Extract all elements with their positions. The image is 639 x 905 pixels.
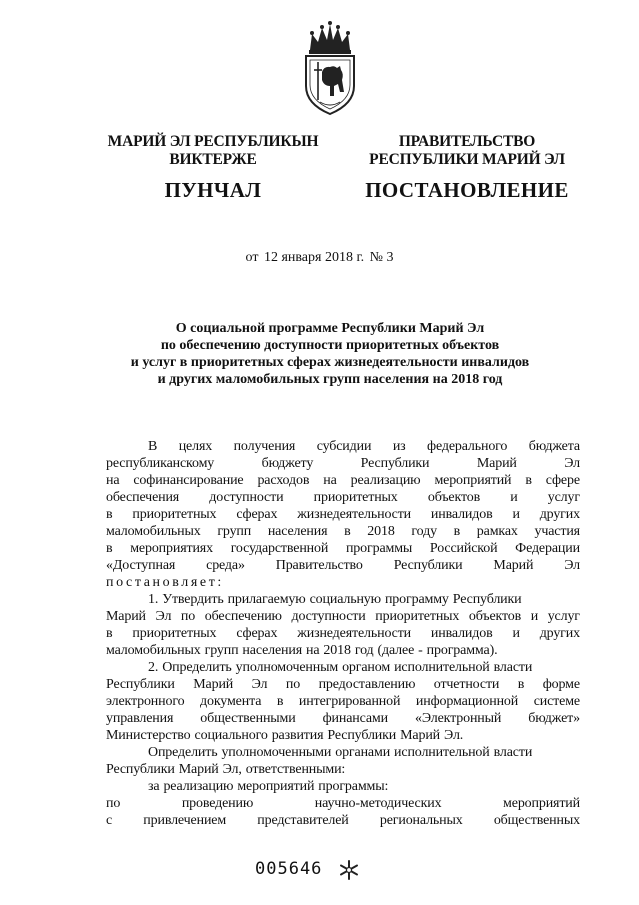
title-line: и услуг в приоритетных сферах жизнедеятельности инвалидов — [130, 355, 530, 370]
body-word: населения — [242, 643, 303, 658]
body-word: документа — [200, 694, 262, 709]
dateline-number: 3 — [386, 250, 394, 265]
body-word: управления — [106, 711, 174, 726]
header-mari-line2: ВИКТЕРЖЕ — [169, 151, 257, 168]
body-word: в — [517, 677, 525, 692]
body-word: маломобильных — [106, 643, 201, 658]
body-line — [106, 608, 580, 625]
body-word: программа). — [426, 643, 498, 658]
body-word: приоритетных — [375, 609, 460, 624]
body-line — [106, 744, 580, 761]
body-word: Марий — [493, 558, 534, 573]
body-word: Республики — [106, 762, 175, 777]
body-word: программы — [345, 541, 413, 556]
body-word: рамках — [476, 524, 518, 539]
body-line — [106, 812, 580, 829]
body-word: Марий — [476, 456, 517, 471]
body-line — [106, 676, 580, 693]
body-word: бюджета — [528, 439, 580, 454]
body-word: получения — [233, 439, 296, 454]
body-word: «Доступная — [106, 558, 176, 573]
body-word: социального — [194, 728, 268, 743]
body-word: в — [106, 507, 113, 522]
body-word: 1. — [148, 592, 159, 607]
body-word: 2018 — [323, 643, 351, 658]
body-word: и — [512, 507, 520, 522]
body-word: программы: — [318, 779, 389, 794]
body-word: привлечением — [143, 813, 227, 828]
body-line — [106, 642, 580, 659]
body-line — [106, 778, 580, 795]
body-word: маломобильных — [106, 524, 201, 539]
document-body — [106, 438, 580, 829]
body-word: Марий — [106, 609, 146, 624]
body-word: информационной — [415, 694, 519, 709]
body-word: приоритетных — [132, 626, 217, 641]
body-word: реализацию — [163, 779, 234, 794]
body-word: по — [106, 796, 121, 811]
body-word: в — [453, 524, 461, 539]
body-word: сферах — [236, 507, 278, 522]
body-word: среда» — [206, 558, 245, 573]
body-word: общественными — [200, 711, 296, 726]
body-word: доступности — [209, 490, 284, 505]
header-russian — [362, 133, 572, 202]
body-word: на — [106, 473, 120, 488]
body-word: исполнительной — [394, 660, 490, 675]
body-word: за — [148, 779, 160, 794]
body-word: сфере — [545, 473, 580, 488]
body-word: Определить — [148, 745, 218, 760]
header-mari-line1: МАРИЙ ЭЛ РЕСПУБЛИКЫН — [107, 133, 319, 150]
body-word: целях — [178, 439, 213, 454]
body-line — [106, 710, 580, 727]
body-line — [106, 761, 580, 778]
body-word: с — [106, 813, 113, 828]
title-line: О социальной программе Республики Марий Эл — [175, 321, 485, 336]
body-word: научно-методических — [314, 796, 442, 811]
body-word: Эл. — [444, 728, 464, 743]
header-mari-doctype: ПУНЧАЛ — [164, 178, 262, 202]
body-word: из — [392, 439, 406, 454]
body-word: системе — [533, 694, 580, 709]
header-mari — [98, 133, 328, 202]
body-word: объектов — [427, 490, 481, 505]
body-word: мероприятиях — [130, 541, 213, 556]
body-word: других — [539, 626, 580, 641]
body-word: расходов — [257, 473, 310, 488]
body-line — [106, 625, 580, 642]
body-word: 2. — [148, 660, 159, 675]
title-line: по обеспечению доступности приоритетных объектов — [160, 338, 500, 353]
body-word: Эл — [251, 677, 268, 692]
body-word: Правительство — [275, 558, 363, 573]
dateline-prefix: от — [245, 250, 259, 265]
body-word: 2018 — [367, 524, 395, 539]
body-word: на — [306, 643, 320, 658]
body-word: Марий — [178, 762, 219, 777]
body-word: обеспечения — [106, 490, 180, 505]
body-word: ответственными: — [245, 762, 346, 777]
body-word: Эл — [155, 609, 172, 624]
body-line — [106, 438, 580, 455]
body-word: развития — [271, 728, 324, 743]
body-line — [106, 523, 580, 540]
body-word: групп — [217, 524, 252, 539]
body-word: Республики — [360, 456, 430, 471]
form-serial-number: 005646 — [255, 859, 323, 879]
body-word: бюджет» — [528, 711, 580, 726]
body-word: сферах — [236, 626, 278, 641]
body-word: Республики — [393, 558, 463, 573]
body-word: услуг — [547, 609, 580, 624]
body-word: органами — [335, 745, 391, 760]
body-word: Марий — [193, 677, 234, 692]
body-line — [106, 472, 580, 489]
body-line — [106, 557, 580, 574]
body-word: участия — [534, 524, 580, 539]
body-line — [106, 574, 580, 591]
body-word: групп — [204, 643, 239, 658]
document-header — [0, 133, 639, 203]
body-line — [106, 489, 580, 506]
body-word: Утвердить — [162, 592, 224, 607]
body-word: финансами — [322, 711, 388, 726]
body-word: софинансирование — [133, 473, 244, 488]
body-word: постановляет: — [106, 575, 224, 590]
body-word: год — [354, 643, 374, 658]
body-word: инвалидов — [430, 507, 493, 522]
body-word: реализацию — [350, 473, 421, 488]
body-word: Эл — [564, 558, 580, 573]
body-word: году — [411, 524, 437, 539]
body-word: бюджету — [261, 456, 314, 471]
body-line — [106, 455, 580, 472]
body-word: общественных — [493, 813, 580, 828]
body-word: объектов — [468, 609, 522, 624]
body-word: мероприятий — [237, 779, 315, 794]
body-word: доступности — [291, 609, 366, 624]
body-word: прилагаемую — [227, 592, 306, 607]
body-word: и — [510, 490, 518, 505]
snowflake-star-icon — [338, 859, 360, 881]
body-word: программу — [384, 592, 449, 607]
body-word: «Электронный — [414, 711, 502, 726]
body-word: в — [106, 626, 113, 641]
body-word: социальную — [309, 592, 381, 607]
body-word: и — [530, 609, 539, 624]
body-word: власти — [493, 660, 533, 675]
body-word: Эл, — [222, 762, 242, 777]
body-word: Республики — [327, 728, 397, 743]
body-word: Федерации — [515, 541, 580, 556]
body-word: органом — [342, 660, 391, 675]
body-word: отчетности — [433, 677, 500, 692]
body-word: федерального — [427, 439, 508, 454]
body-word: по — [180, 609, 196, 624]
body-word: в — [276, 694, 284, 709]
body-word: электронного — [106, 694, 185, 709]
body-word: инвалидов — [430, 626, 493, 641]
body-line — [106, 693, 580, 710]
body-word: проведению — [181, 796, 254, 811]
body-word: мероприятий — [503, 796, 580, 811]
body-word: - — [418, 643, 423, 658]
title-line: и других маломобильных групп населения на 2018 год — [157, 372, 503, 387]
body-word: уполномоченными — [221, 745, 332, 760]
body-line — [106, 591, 580, 608]
body-word: в — [106, 541, 113, 556]
body-word: Российской — [429, 541, 498, 556]
body-word: (далее — [377, 643, 415, 658]
body-word: форме — [542, 677, 580, 692]
body-line — [106, 506, 580, 523]
body-word: Республики — [452, 592, 522, 607]
body-word: других — [539, 507, 580, 522]
body-word: обеспечению — [204, 609, 282, 624]
document-title — [60, 320, 600, 388]
body-word: государственной — [230, 541, 329, 556]
coat-of-arms-icon — [300, 20, 360, 116]
header-russian-line2: РЕСПУБЛИКИ МАРИЙ ЭЛ — [369, 151, 565, 168]
body-word: уполномоченным — [235, 660, 339, 675]
body-word: и — [512, 626, 520, 641]
body-word: на — [323, 473, 337, 488]
body-word: в — [344, 524, 351, 539]
body-word: Республики — [106, 677, 175, 692]
body-word: по — [285, 677, 301, 692]
body-word: интегрированной — [298, 694, 401, 709]
body-word: предоставлению — [318, 677, 416, 692]
body-word: региональных — [379, 813, 463, 828]
body-word: Марий — [400, 728, 441, 743]
body-word: мероприятий — [434, 473, 512, 488]
body-word: Министерство — [106, 728, 191, 743]
body-word: приоритетных — [313, 490, 398, 505]
body-word: населения — [267, 524, 328, 539]
dateline-number-sign: № — [369, 250, 383, 265]
body-line — [106, 659, 580, 676]
body-word: приоритетных — [132, 507, 217, 522]
header-russian-line1: ПРАВИТЕЛЬСТВО — [398, 133, 536, 150]
body-word: в — [525, 473, 532, 488]
body-word: В — [148, 439, 158, 454]
body-word: жизнедеятельности — [297, 507, 412, 522]
body-line — [106, 795, 580, 812]
body-word: субсидии — [316, 439, 372, 454]
body-word: Эл — [564, 456, 580, 471]
body-word: власти — [493, 745, 533, 760]
body-line — [106, 727, 580, 744]
dateline-date: 12 января 2018 г. — [263, 250, 365, 265]
document-dateline — [0, 249, 639, 266]
body-word: Определить — [162, 660, 232, 675]
body-word: представителей — [257, 813, 349, 828]
header-russian-doctype: ПОСТАНОВЛЕНИЕ — [365, 178, 569, 202]
body-word: жизнедеятельности — [297, 626, 412, 641]
body-line — [106, 540, 580, 557]
body-word: исполнительной — [394, 745, 490, 760]
body-word: республиканскому — [106, 456, 215, 471]
body-word: услуг — [547, 490, 580, 505]
